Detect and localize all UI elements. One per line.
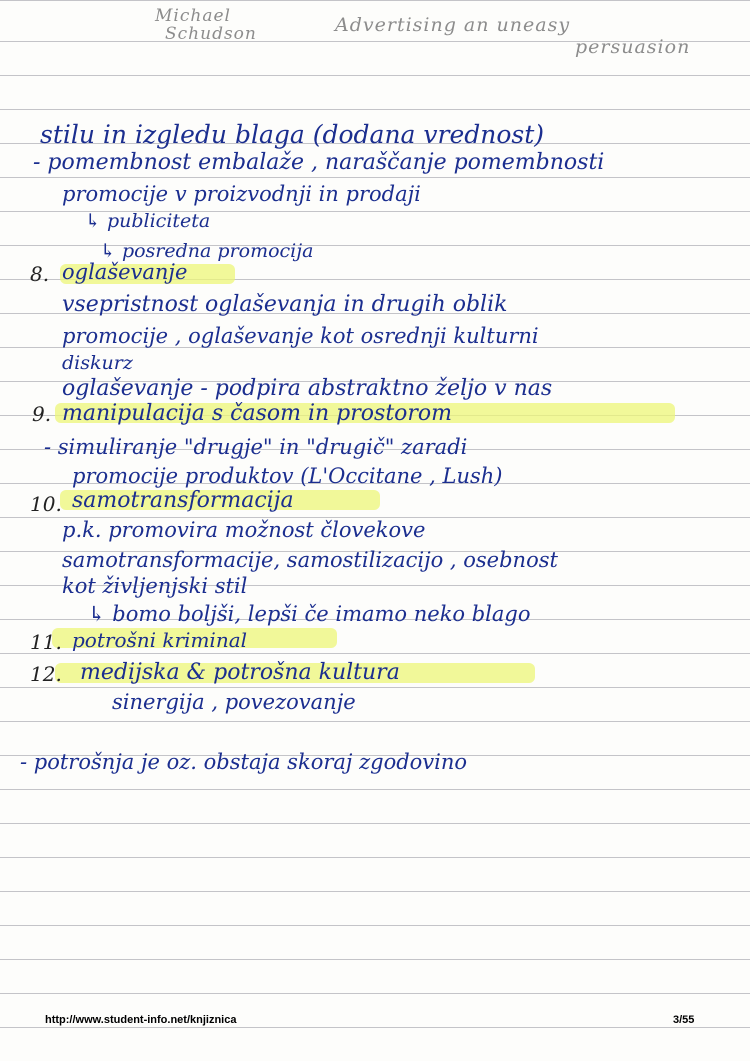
- source-url: http://www.student-info.net/knjiznica: [45, 1014, 237, 1026]
- note-line: kot življenjski stil: [62, 574, 248, 598]
- item-number: 11.: [30, 630, 62, 654]
- note-line: promocije produktov (L'Occitane , Lush): [72, 464, 503, 488]
- note-line: oglaševanje - podpira abstraktno željo v nas: [62, 376, 553, 401]
- section-heading: samotransformacija: [72, 488, 294, 513]
- note-line: promocije , oglaševanje kot osrednji kulturni: [62, 324, 539, 348]
- header-title: Advertising an uneasy: [335, 14, 571, 36]
- note-line: promocije v proizvodnji in prodaji: [62, 182, 421, 206]
- item-number: 10.: [30, 492, 62, 516]
- note-line: vsepristnost oglaševanja in drugih oblik: [62, 292, 508, 317]
- note-line: diskurz: [62, 352, 133, 374]
- note-line: ↳ publiciteta: [85, 210, 211, 232]
- note-line: sinergija , povezovanje: [112, 690, 356, 714]
- section-heading: medijska & potrošna kultura: [80, 660, 400, 685]
- note-line: p.k. promovira možnost človekove: [62, 518, 426, 542]
- section-heading: manipulacija s časom in prostorom: [62, 401, 453, 426]
- note-line: - simuliranje "drugje" in "drugič" zaradi: [44, 435, 468, 459]
- note-line: ↳ bomo boljši, lepši če imamo neko blago: [88, 602, 531, 626]
- header-title-continued: persuasion: [575, 36, 691, 58]
- page-number: 3/55: [673, 1014, 695, 1026]
- note-line: ↳ posredna promocija: [100, 240, 314, 262]
- section-heading: potrošni kriminal: [72, 628, 248, 652]
- note-line: samotransformacije, samostilizacijo , osebnost: [62, 548, 558, 572]
- note-line: - potrošnja je oz. obstaja skoraj zgodovino: [20, 750, 468, 774]
- header-author-first: Michael: [155, 6, 231, 26]
- section-heading: oglaševanje: [62, 260, 188, 284]
- note-line: stilu in izgledu blaga (dodana vrednost): [40, 120, 545, 149]
- item-number: 9.: [32, 402, 52, 426]
- item-number: 8.: [30, 262, 50, 286]
- note-line: - pomembnost embalaže , naraščanje pomembnosti: [33, 150, 605, 175]
- item-number: 12.: [30, 662, 62, 686]
- header-author-last: Schudson: [165, 24, 257, 44]
